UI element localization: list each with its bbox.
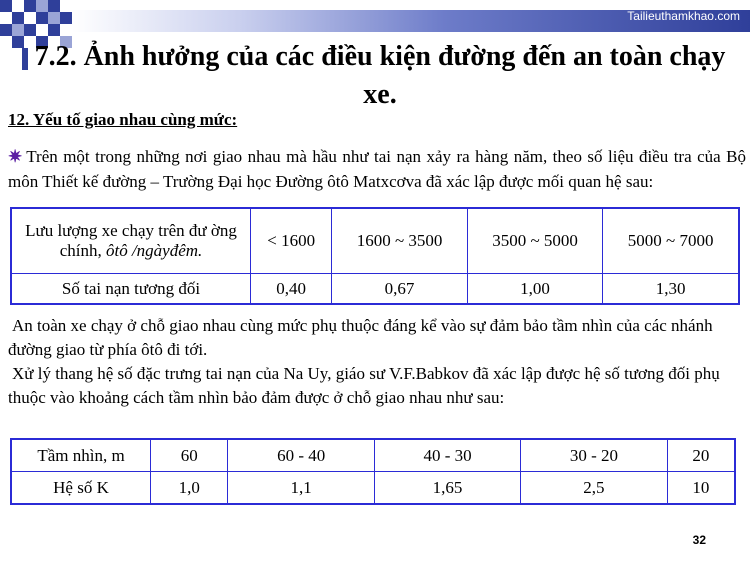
intro-paragraph [8,144,746,194]
intro-text: Trên một trong những nơi giao nhau mà hầu như tai nạn xảy ra hàng năm, theo số liệu điều tra của Bộ môn Thiết kế đường – Trường Đại học Đường ôtô Matxcơva đã xác lập được mối quan hệ sau: [8,147,746,191]
table-cell: 5000 ~ 7000 [603,208,739,274]
table-cell: 1,65 [374,472,520,505]
babkov-paragraph: Xử lý thang hệ số đặc trưng tai nạn của Na Uy, giáo sư V.F.Babkov đã xác lập được hệ số tương đối phụ thuộc vào khoảng cách tầm nhìn bảo đảm được ở chỗ giao nhau như sau: [8,364,720,407]
table-cell: 1,1 [228,472,374,505]
table-cell: 1,0 [151,472,228,505]
watermark: Tailieuthamkhao.com [627,9,740,23]
table-cell: 0,40 [251,274,332,305]
table-cell: 1,00 [467,274,602,305]
traffic-volume-unit: ôtô /ngàyđêm. [105,241,203,260]
table-row [11,472,735,505]
slide-title: 7.2. Ảnh hưởng của các điều kiện đường đến an toàn chạy xe. [34,41,726,110]
table-cell: 1600 ~ 3500 [332,208,467,274]
table-cell: 10 [667,472,735,505]
traffic-volume-label [11,208,251,274]
visibility-coefficient-table [10,438,736,505]
traffic-accident-table [10,207,740,305]
table-cell: 3500 ~ 5000 [467,208,602,274]
table-cell: 0,67 [332,274,467,305]
asterisk-bullet-icon: ✷ [8,147,23,166]
table-cell: 30 - 20 [521,439,667,472]
traffic-volume-text: Lưu lượng xe chạy trên đư ờng chính, [25,221,237,260]
table-cell: 60 - 40 [228,439,374,472]
coefficient-label: Hệ số K [11,472,151,505]
section-heading: 12. Yếu tố giao nhau cùng mức: [8,110,238,129]
table-row [11,439,735,472]
visibility-label: Tầm nhìn, m [11,439,151,472]
table-cell: 20 [667,439,735,472]
table-cell: 2,5 [521,472,667,505]
body-paragraphs [8,314,746,410]
table-row [11,208,739,274]
table-cell: 40 - 30 [374,439,520,472]
table-cell: 1,30 [603,274,739,305]
visibility-paragraph: An toàn xe chạy ở chỗ giao nhau cùng mức phụ thuộc đáng kể vào sự đảm bảo tầm nhìn của các nhánh đường giao từ phía ôtô đi tới. [8,316,713,359]
table-cell: 60 [151,439,228,472]
table-cell: < 1600 [251,208,332,274]
page-number: 32 [692,533,706,547]
table-row [11,274,739,305]
accident-rate-label: Số tai nạn tương đối [11,274,251,305]
